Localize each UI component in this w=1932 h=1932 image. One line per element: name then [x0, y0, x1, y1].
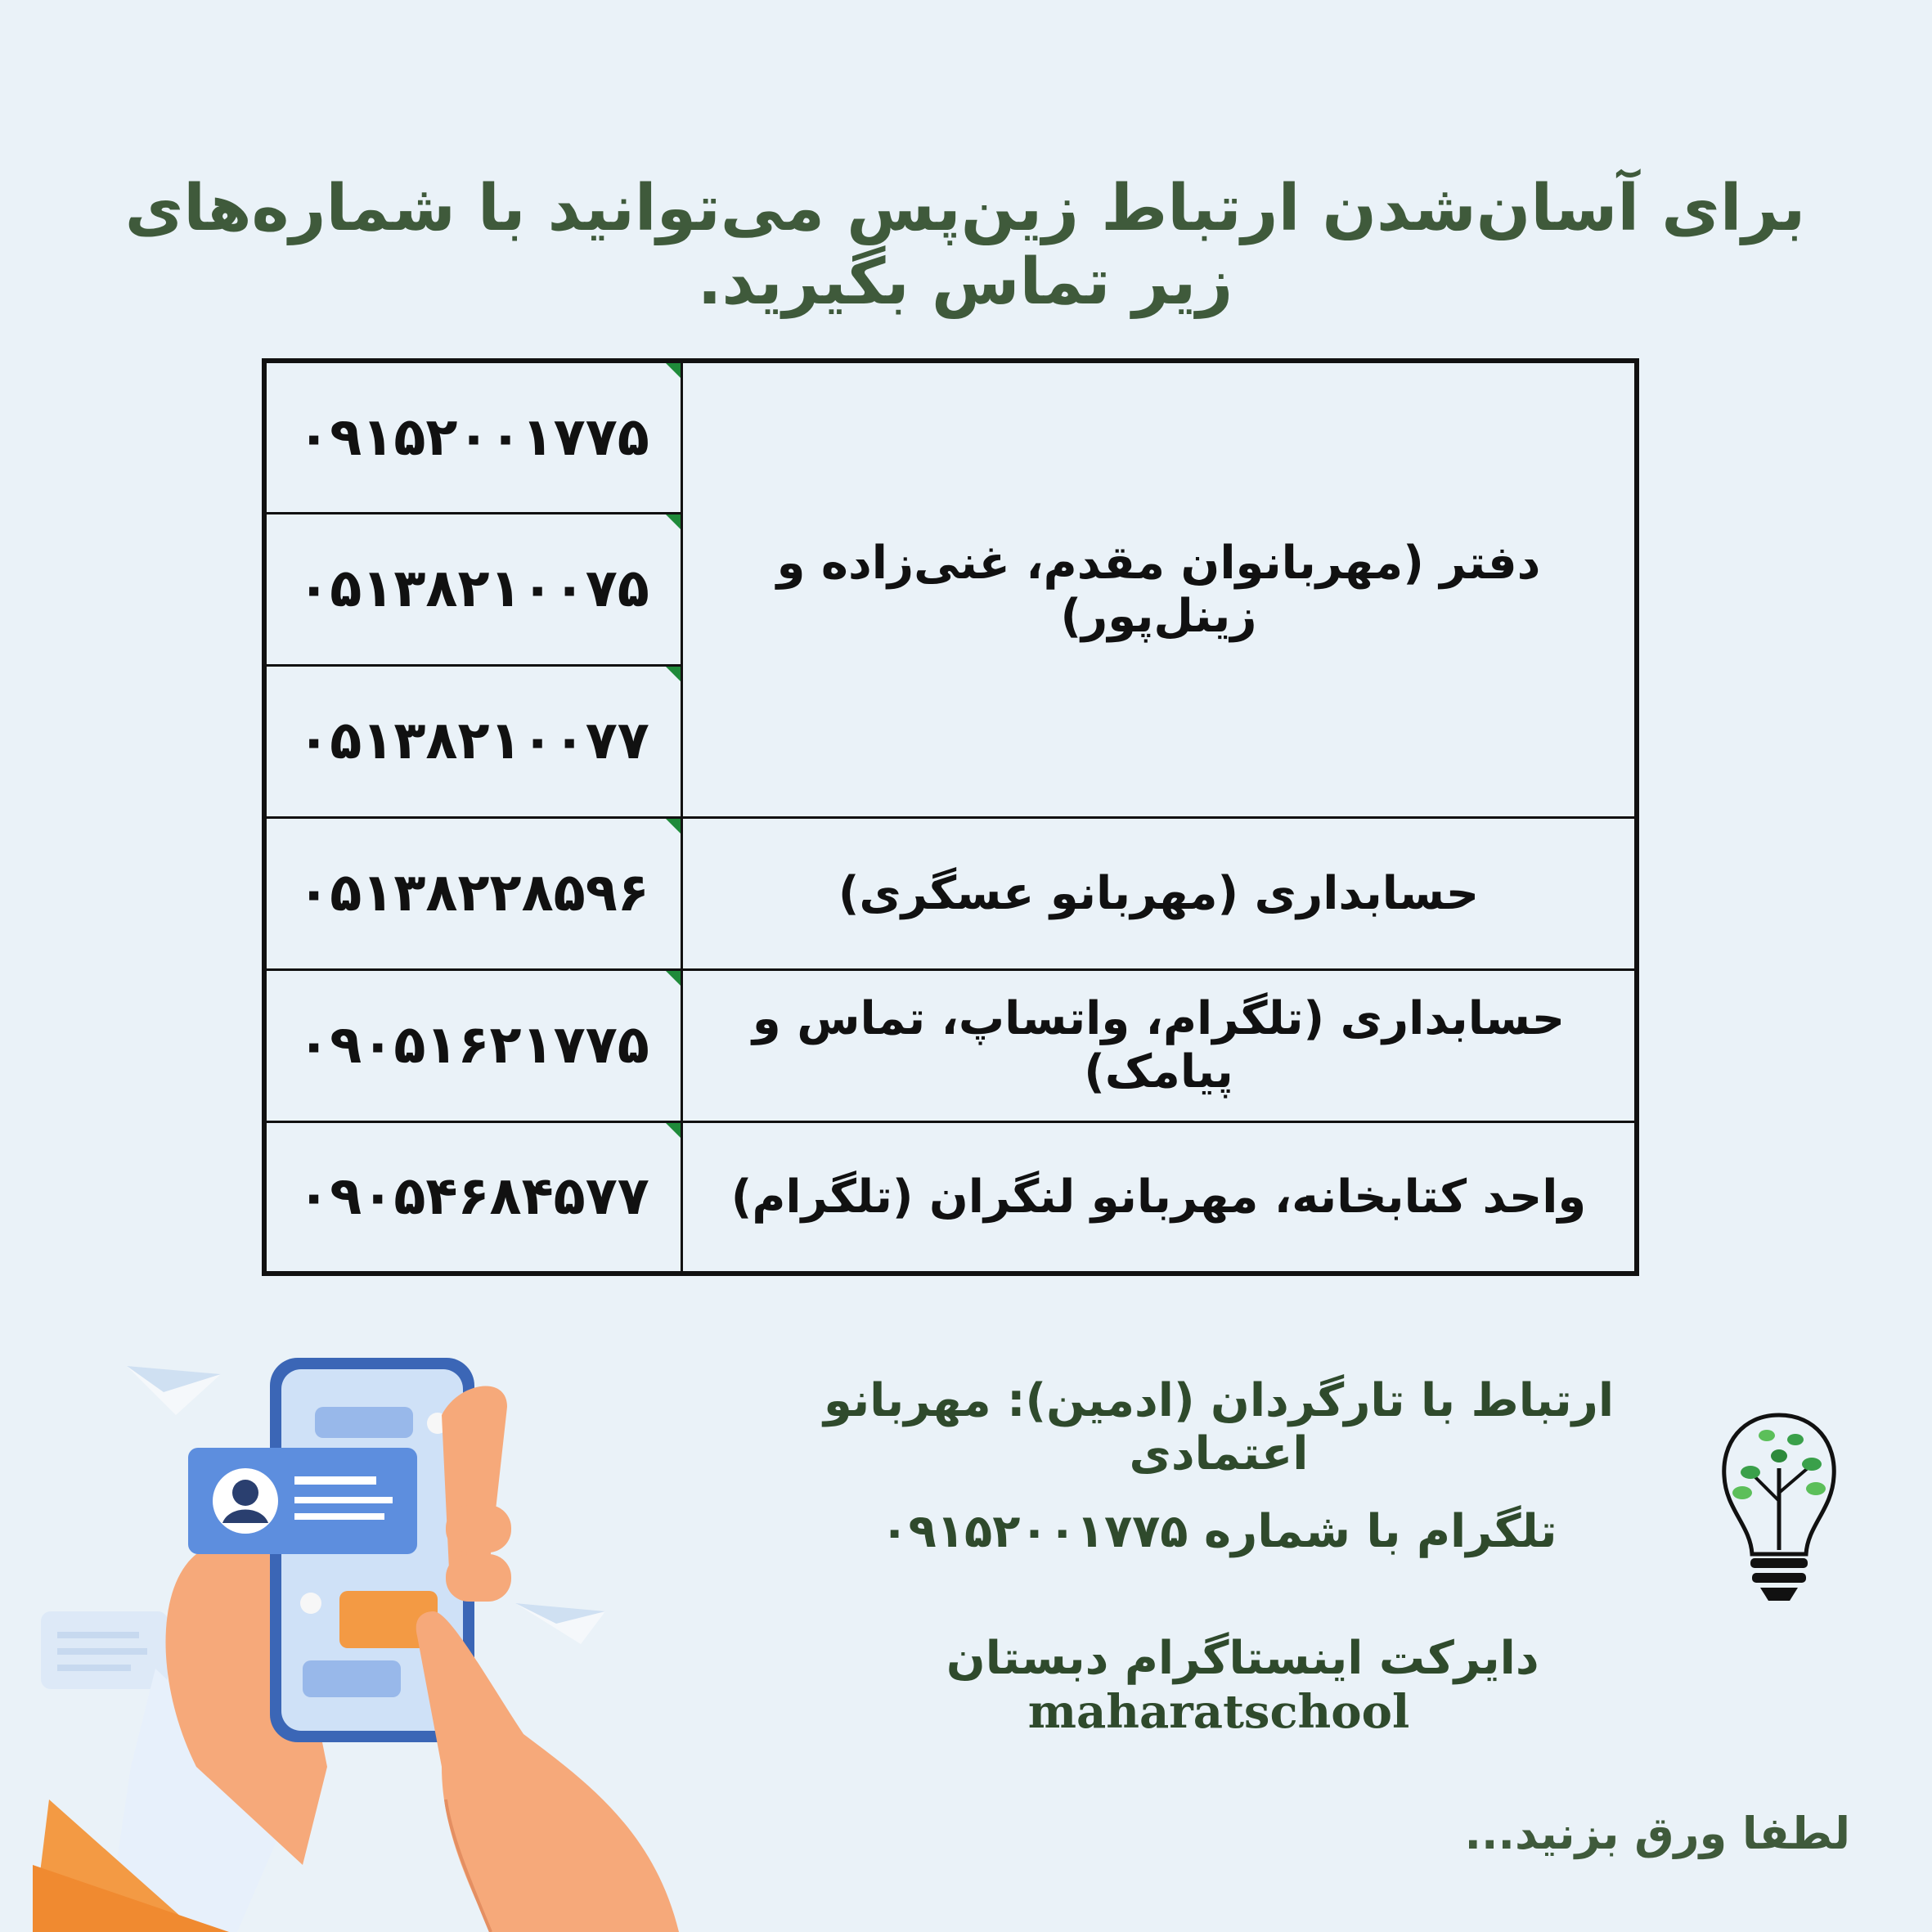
phone-number-cell: ۰۹۰۵۴۶۸۴۵۷۷: [264, 1121, 682, 1274]
page-title: برای آسان‌شدن ارتباط زین‌پس می‌توانید با شماره‌های زیر تماس بگیرید.: [124, 172, 1806, 319]
instagram-handle: maharatschool: [1027, 1685, 1410, 1739]
turn-page-note: لطفا ورق بزنید...: [1464, 1808, 1850, 1859]
library-label-cell: واحد کتابخانه، مهربانو لنگران (تلگرام): [682, 1121, 1638, 1274]
phone-number-cell: ۰۵۱۳۸۲۲۸۵۹۶: [264, 817, 682, 969]
phone-number-cell: ۰۹۱۵۲۰۰۱۷۷۵: [264, 361, 682, 513]
paper-plane-icon: [127, 1366, 221, 1415]
accounting-label-cell: حسابداری (مهربانو عسگری): [682, 817, 1638, 969]
phone-chat-illustration: [33, 1341, 703, 1932]
telegram-contact-line: تلگرام با شماره ۰۹۱۵۲۰۰۱۷۷۵: [880, 1505, 1557, 1558]
instagram-prefix: دایرکت اینستاگرام دبستان: [946, 1632, 1539, 1685]
phone-number-cell: ۰۹۰۵۱۶۲۱۷۷۵: [264, 969, 682, 1121]
office-label-cell: دفتر (مهربانوان مقدم، غنی‌زاده و زینل‌پور): [682, 361, 1638, 817]
accounting-messaging-label-cell: حسابداری (تلگرام، واتساپ، تماس و پیامک): [682, 969, 1638, 1121]
phone-number-cell: ۰۵۱۳۸۲۱۰۰۷۷: [264, 665, 682, 817]
paper-plane-icon: [515, 1603, 605, 1644]
lightbulb-tree-logo: [1718, 1411, 1840, 1607]
phone-number-cell: ۰۵۱۳۸۲۱۰۰۷۵: [264, 513, 682, 665]
contacts-table: [262, 358, 1639, 1276]
admin-contact-line: ارتباط با تارگردان (ادمین): مهربانو اعتمادی: [823, 1374, 1615, 1480]
instagram-contact-line: [736, 1632, 1701, 1739]
